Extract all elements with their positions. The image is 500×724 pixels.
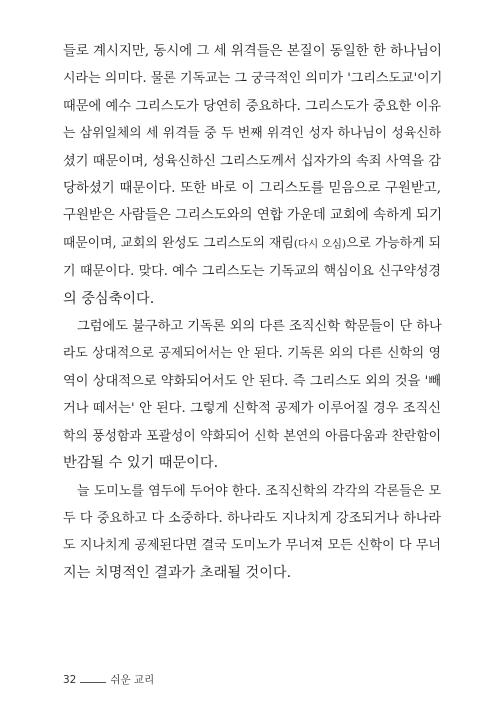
text-line: 도 지나치게 공제된다면 결국 도미노가 무너져 모든 신학이 다 무너	[63, 538, 441, 554]
text-segment: 때문이며, 교회의 완성도 그리스도의 재림	[63, 235, 294, 251]
book-title: 쉬운 교리	[110, 674, 155, 686]
text-line: 지는 치명적인 결과가 초래될 것이다.	[63, 564, 292, 581]
text-line: 두 다 중요하고 다 소중하다. 하나라도 지나치게 강조되거나 하나라	[63, 510, 441, 526]
text-line: 는 삼위일체의 세 위격들 중 두 번째 위격인 성자 하나님이 성육신하	[63, 126, 441, 142]
text-line: 거나 떼서는' 안 된다. 그렇게 신학적 공제가 이루어질 경우 조직신	[63, 401, 441, 417]
parenthetical-note: (다시 오심)	[293, 237, 347, 250]
body-text	[63, 38, 441, 587]
text-line: 시라는 의미다. 물론 기독교는 그 궁극적인 의미가 '그리스도교'이기	[63, 71, 443, 87]
paragraph-3	[63, 478, 441, 588]
footer-divider	[80, 682, 106, 683]
page-number: 32	[63, 673, 77, 686]
text-line: 당하셨기 때문이다. 또한 바로 이 그리스도를 믿음으로 구원받고,	[63, 181, 441, 197]
paragraph-1	[63, 38, 441, 313]
text-line: 때문에 예수 그리스도가 당연히 중요하다. 그리스도가 중요한 이유	[63, 98, 441, 114]
text-line: 늘 도미노를 염두에 두어야 한다. 조직신학의 각각의 각론들은 모	[77, 483, 441, 499]
text-line: 그럼에도 불구하고 기독론 외의 다른 조직신학 학문들이 단 하나	[77, 319, 442, 335]
text-line: 구원받은 사람들은 그리스도와의 연합 가운데 교회에 속하게 되기	[63, 208, 443, 224]
text-line: 반감될 수 있기 때문이다.	[63, 455, 219, 472]
text-line: 역이 상대적으로 약화되어서도 안 된다. 즉 그리스도 외의 것을 '빼	[63, 373, 441, 389]
page-footer	[63, 672, 154, 687]
text-line: 셨기 때문이며, 성육신하신 그리스도께서 십자가의 속죄 사역을 감	[63, 153, 441, 169]
text-line	[63, 230, 441, 258]
text-line: 라도 상대적으로 공제되어서는 안 된다. 기독론 외의 다른 신학의 영	[63, 346, 441, 362]
text-line: 학의 풍성함과 포괄성이 약화되어 신학 본연의 아름다움과 찬란함이	[63, 428, 441, 444]
paragraph-2	[63, 313, 441, 477]
text-line: 들로 계시지만, 동시에 그 세 위격들은 본질이 동일한 한 하나님이	[63, 44, 442, 59]
text-line: 기 때문이다. 맞다. 예수 그리스도는 기독교의 핵심이요 신구약성경	[63, 264, 441, 280]
text-line: 의 중심축이다.	[63, 290, 155, 307]
text-segment: 으로 가능하게 되	[346, 235, 441, 251]
